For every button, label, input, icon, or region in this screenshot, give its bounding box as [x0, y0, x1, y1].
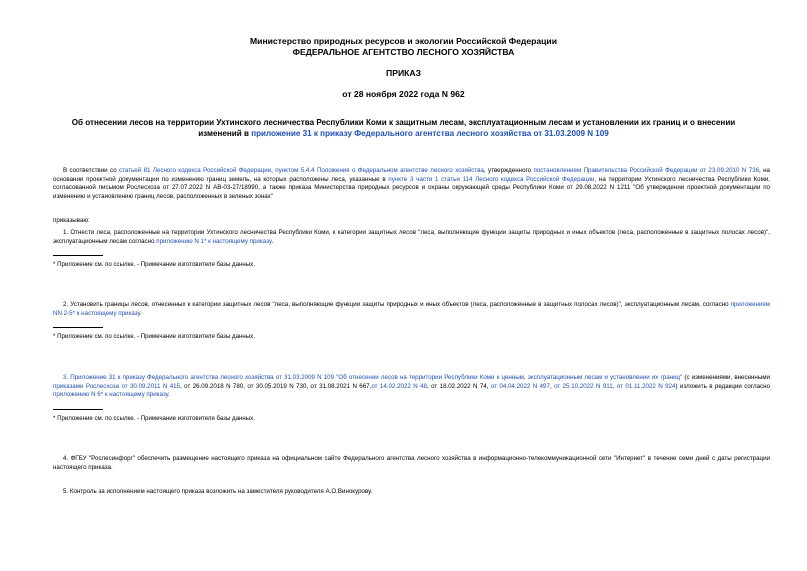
appendix-6-link[interactable]: приложению N 6* к настоящему приказу [53, 391, 169, 399]
footnote-divider [53, 409, 103, 410]
appendix-1-link[interactable]: приложению N 1* к настоящему приказу [156, 237, 272, 245]
government-decree-link[interactable]: постановлением Правительства Российской Федерации от 23.09.2010 N 736 [533, 167, 760, 174]
document-title [40, 117, 767, 139]
appendices-2-5-link[interactable]: приложениям NN 2-5* к настоящему приказу [53, 301, 770, 317]
order-item-4: 4. ФГБУ "Рослесинфорг" обеспечить размещение настоящего приказа на официальном сайте Федерального агентства лесного хозяйства в информационно-телекоммуникационной сети "Интернет" в течение семи дней с даты регистрации настоящего приказа. [53, 455, 770, 471]
order-item-5: 5. Контроль за исполнением настоящего приказа возложить на заместителя руководителя А.О.Винокурову. [63, 488, 373, 495]
order-item-1 [53, 229, 770, 246]
item-2-text: 2. Установить границы лесов, отнесенных к категории защитных лесов "леса, выполняющие функции защиты природных и иных объектов (леса, расположенные в защитных полосах лесов)", эксплуатационным лесам, согласно [63, 301, 731, 308]
preamble-text-1: В соответствии со [63, 167, 120, 174]
footnote-3: * Приложение см. по ссылке. - Примечание изготовителя базы данных. [53, 415, 255, 422]
item-3-text-3: , от 18.02.2022 N 74, [427, 382, 491, 390]
item-3-text-6: ) изложить в редакции согласно [675, 382, 770, 390]
footnote-divider [53, 255, 103, 256]
order-415-link[interactable]: приказами Рослесхоза от 30.09.2011 N 415 [53, 382, 181, 390]
order-497-link[interactable]: от 04.04.2022 N 497 [490, 382, 550, 390]
order-48-link[interactable]: от 14.02.2022 N 48 [371, 382, 427, 390]
forest-code-article-114-link[interactable]: пункте 3 части 1 статьи 114 Лесного кодекса Российской Федерации [388, 175, 595, 183]
item-2-end: . [139, 309, 142, 317]
item-1-text: 1. Отнести леса, расположенные на территории Ухтинского лесничества Республики Коми, к категории защитных лесов "леса, выполняющие функции защиты природных и иных объектов (леса, расположенные в защитных полосах лесов)", эксплуатационным лесам согласно [53, 229, 770, 245]
title-amendment-link[interactable]: приложение 31 к приказу Федерального агентства лесного хозяйства от 31.03.2009 N 109 [251, 129, 609, 138]
preamble-text-5: , на территории Ухтинского лесничества Республики Коми, согласованной письмом Рослесхоза от 27.07.2022 N АВ-03-27/18990, а также приказа Министерства природных ресурсов и охраны окружающей среды Республики Коми от 29.08.2022 N 1211 "Об утверждении проектной документации по изменению и установлению границ лесов, расположенных в зеленых зонах" [53, 175, 770, 200]
preamble-text-3: , утвержденного [483, 167, 534, 174]
preamble-paragraph [53, 167, 770, 201]
order-924-link[interactable]: от 01.11.2022 N 924 [616, 382, 676, 390]
title-line-2-text: изменений в [198, 129, 252, 138]
preamble-text-2: , [271, 167, 276, 174]
item-1-end: . [271, 237, 274, 245]
item-3-text-5: , [612, 382, 617, 390]
order-item-2 [53, 301, 770, 318]
document-date: от 28 ноября 2022 года N 962 [342, 89, 465, 99]
footnote-1: * Приложение см. по ссылке. - Примечание изготовителя базы данных. [53, 261, 255, 268]
ministry-name: Министерство природных ресурсов и экологии Российской Федерации [250, 36, 557, 46]
item-3-end: . [168, 391, 170, 399]
agency-regulation-link[interactable]: пунктом 5.4.4 Положения о Федеральном агентстве лесного хозяйства [275, 167, 484, 174]
item-3-text-4: , [549, 382, 555, 390]
item-3-text-2: , от 26.09.2018 N 780, от 30.05.2019 N 730, от 31.08.2021 N 667, [180, 382, 372, 390]
footnote-2: * Приложение см. по ссылке. - Примечание изготовителя базы данных. [53, 333, 255, 340]
agency-name: ФЕДЕРАЛЬНОЕ АГЕНТСТВО ЛЕСНОГО ХОЗЯЙСТВА [292, 47, 515, 57]
order-item-3 [53, 374, 770, 400]
orders-label: приказываю: [53, 217, 90, 224]
document-type: ПРИКАЗ [386, 68, 421, 78]
item-3-text-1: (с изменениями, внесенными [682, 374, 771, 381]
order-911-link[interactable]: от 25.10.2022 N 911 [554, 382, 613, 390]
footnote-divider [53, 327, 103, 328]
forest-code-article-81-link[interactable]: статьей 81 Лесного кодекса Российской Федерации [119, 167, 272, 174]
title-line-1: Об отнесении лесов на территории Ухтинского лесничества Республики Коми к защитным лесам, эксплуатационным лесам и установлении их границ и о внесении [71, 118, 736, 127]
preamble-text-4: , на основании проектной документации по изменению границ земель, на которых расположены леса, указанные в [53, 167, 771, 183]
appendix-31-link[interactable]: 3. Приложение 31 к приказу Федерального агентства лесного хозяйства от 31.03.2009 N 109 "Об отнесении лесов на территории Республики Коми к ценным, эксплуатационным лесам и установлении их границ" [63, 374, 683, 381]
title-line-2 [40, 128, 767, 139]
